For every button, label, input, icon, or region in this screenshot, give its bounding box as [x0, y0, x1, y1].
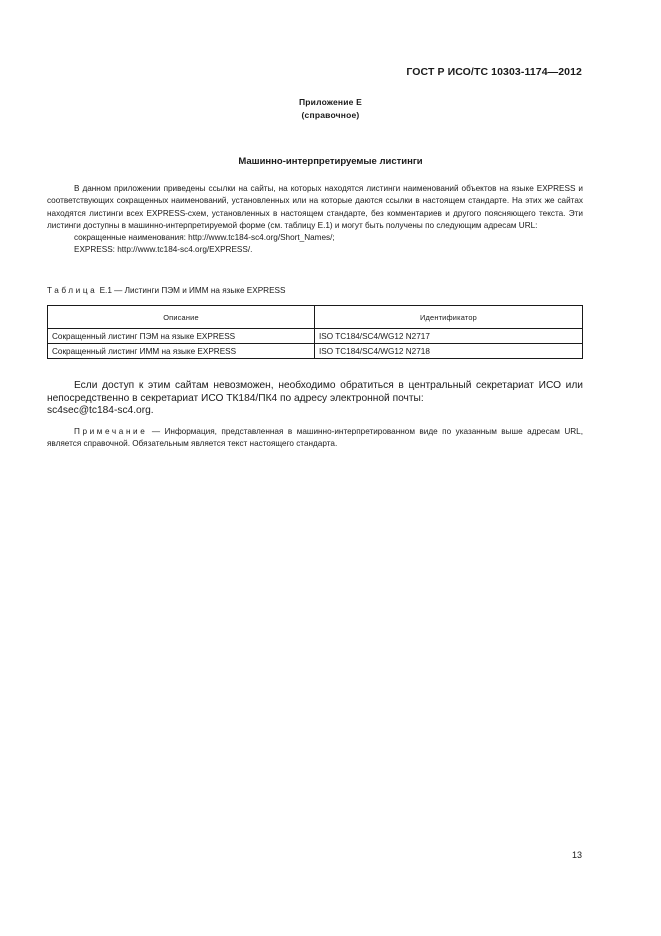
contact-text: Если доступ к этим сайтам невозможен, необходимо обратиться в центральный секретариат ИСО или непосредственно в секретариат ИСО ТК184/ПК4 по адресу электронной почты:: [47, 380, 583, 404]
table-caption-text: Е.1 — Листинги ПЭМ и ИММ на языке EXPRESS: [97, 286, 286, 295]
intro-paragraph: [47, 183, 583, 257]
table-cell-identifier: ISO TC184/SC4/WG12 N2717: [315, 329, 583, 344]
intro-text: В данном приложении приведены ссылки на сайты, на которых находятся листинги наименований объектов на языке EXPRESS и соответствующих сокращенных наименований, установленных или на которые даются ссылки в настоящем стандарте. На этих же сайтах находятся листинги всех EXPRESS-схем, установленных в настоящем стандарте, без комментариев и другого поясняющего текста. Эти листинги доступны в машинно-интерпретируемой форме (см. таблицу Е.1) и могут быть получены по следующим адресам URL:: [47, 184, 583, 230]
standard-code: ГОСТ Р ИСО/ТС 10303-1174—2012: [406, 66, 582, 78]
table-cell-identifier: ISO TC184/SC4/WG12 N2718: [315, 344, 583, 359]
column-header-identifier: Идентификатор: [315, 306, 583, 329]
table-caption: [47, 286, 285, 295]
table-cell-description: Сокращенный листинг ИММ на языке EXPRESS: [48, 344, 315, 359]
listing-table: [47, 305, 583, 359]
table-cell-description: Сокращенный листинг ПЭМ на языке EXPRESS: [48, 329, 315, 344]
url-short-names: сокращенные наименования: http://www.tc184-sc4.org/Short_Names/;: [74, 233, 335, 243]
column-header-description: Описание: [48, 306, 315, 329]
annex-heading: [0, 96, 661, 122]
annex-label: Приложение Е: [298, 97, 363, 107]
note-label: Примечание: [74, 427, 148, 436]
contact-email: sc4sec@tc184-sc4.org.: [47, 405, 154, 416]
table-caption-word: Таблица: [47, 286, 98, 295]
table-row: [48, 329, 583, 344]
table-header-row: [48, 306, 583, 329]
url-express: EXPRESS: http://www.tc184-sc4.org/EXPRESS/.: [74, 245, 253, 255]
contact-paragraph: [47, 380, 583, 418]
section-title: Машинно-интерпретируемые листинги: [238, 156, 423, 167]
note-text: — Информация, представленная в машинно-интерпретированном виде по указанным выше адресам URL, является справочной. Обязательным является текст настоящего стандарта.: [47, 427, 583, 449]
table-row: [48, 344, 583, 359]
annex-status: (справочное): [301, 110, 360, 120]
note-paragraph: [47, 426, 583, 451]
page-number: 13: [571, 850, 582, 860]
